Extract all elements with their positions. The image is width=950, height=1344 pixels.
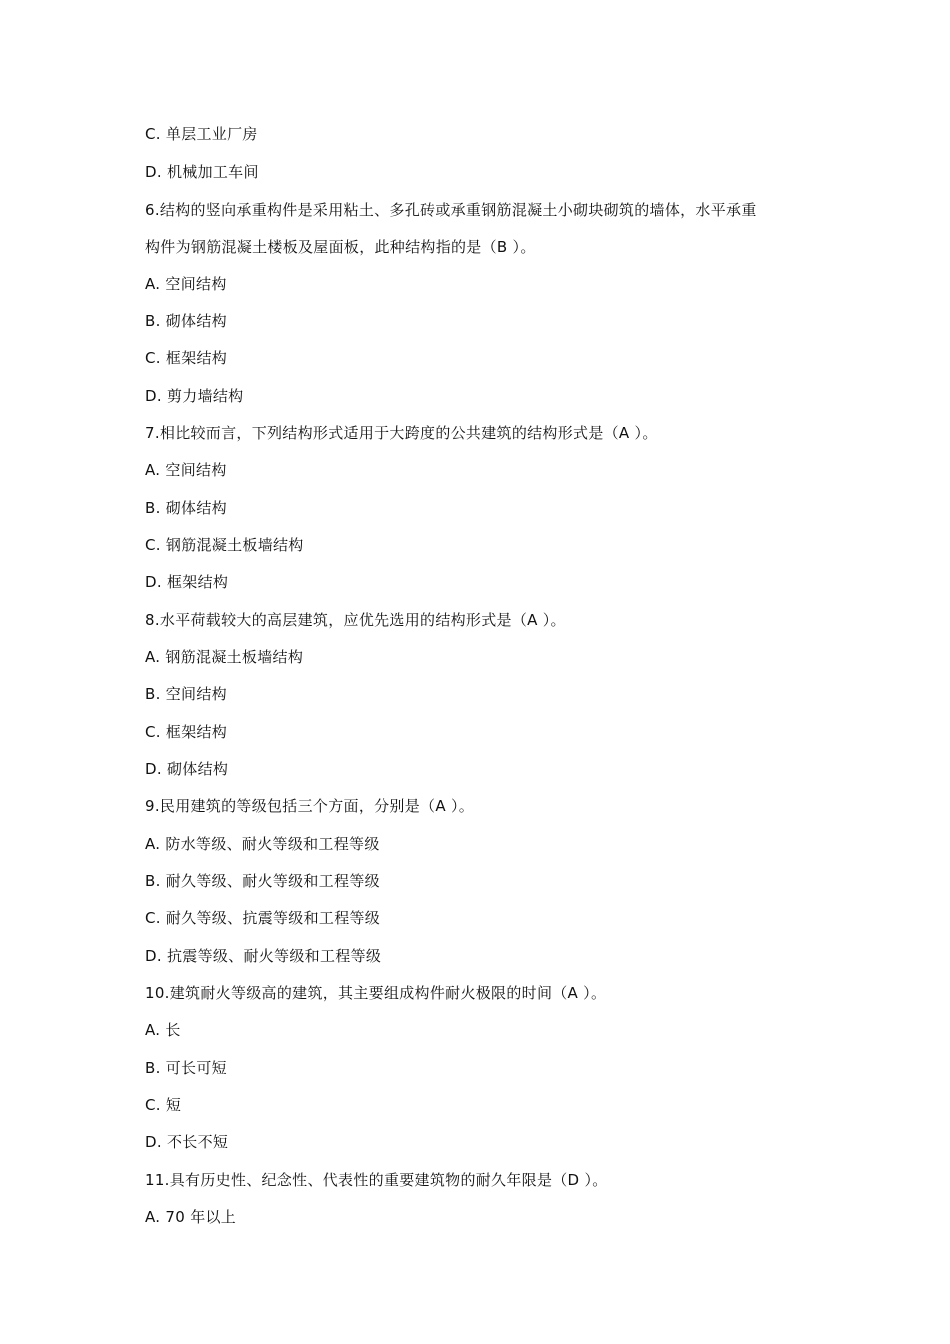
question-10: 10.建筑耐火等级高的建筑，其主要组成构件耐火极限的时间（A ）。 <box>145 984 607 1002</box>
option-d-q6: D. 剪力墙结构 <box>145 387 244 405</box>
question-6-line-1: 6.结构的竖向承重构件是采用粘土、多孔砖或承重钢筋混凝土小砌块砌筑的墙体，水平承重 <box>145 201 757 219</box>
option-c-q5: C. 单层工业厂房 <box>145 125 258 143</box>
question-7: 7.相比较而言，下列结构形式适用于大跨度的公共建筑的结构形式是（A ）。 <box>145 424 658 442</box>
option-b-q9: B. 耐久等级、耐火等级和工程等级 <box>145 872 380 890</box>
question-8: 8.水平荷载较大的高层建筑，应优先选用的结构形式是（A ）。 <box>145 611 566 629</box>
option-d-q5: D. 机械加工车间 <box>145 163 259 181</box>
option-d-q9: D. 抗震等级、耐火等级和工程等级 <box>145 947 382 965</box>
option-d-q8: D. 砌体结构 <box>145 760 229 778</box>
question-11: 11.具有历史性、纪念性、代表性的重要建筑物的耐久年限是（D ）。 <box>145 1171 608 1189</box>
option-c-q7: C. 钢筋混凝土板墙结构 <box>145 536 304 554</box>
option-a-q10: A. 长 <box>145 1021 181 1039</box>
option-d-q7: D. 框架结构 <box>145 573 229 591</box>
option-c-q9: C. 耐久等级、抗震等级和工程等级 <box>145 909 381 927</box>
option-a-q11: A. 70 年以上 <box>145 1208 237 1226</box>
question-9: 9.民用建筑的等级包括三个方面，分别是（A ）。 <box>145 797 475 815</box>
option-a-q8: A. 钢筋混凝土板墙结构 <box>145 648 304 666</box>
option-b-q8: B. 空间结构 <box>145 685 227 703</box>
option-c-q8: C. 框架结构 <box>145 723 228 741</box>
option-a-q7: A. 空间结构 <box>145 461 227 479</box>
option-a-q6: A. 空间结构 <box>145 275 227 293</box>
option-c-q10: C. 短 <box>145 1096 182 1114</box>
option-d-q10: D. 不长不短 <box>145 1133 229 1151</box>
option-b-q6: B. 砌体结构 <box>145 312 227 330</box>
question-6-line-2: 构件为钢筋混凝土楼板及屋面板，此种结构指的是（B ）。 <box>145 238 536 256</box>
option-a-q9: A. 防水等级、耐火等级和工程等级 <box>145 835 380 853</box>
option-b-q7: B. 砌体结构 <box>145 499 227 517</box>
option-c-q6: C. 框架结构 <box>145 349 228 367</box>
option-b-q10: B. 可长可短 <box>145 1059 227 1077</box>
